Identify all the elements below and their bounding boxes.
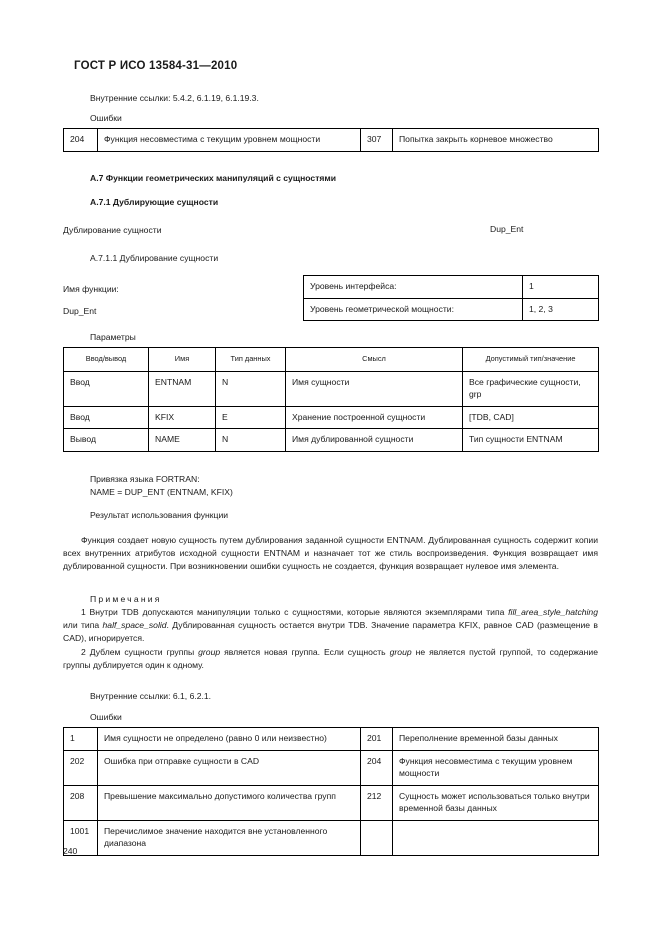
table-row: [64, 129, 599, 152]
note-2-text-b: является новая группа. Если сущность: [220, 647, 390, 657]
error-code-right: [361, 820, 393, 855]
parameters-table: [63, 347, 599, 452]
error-text-left: Функция несовместима с текущим уровнем мощности: [98, 129, 361, 152]
error-text-right: Переполнение временной базы данных: [393, 728, 599, 751]
param-meaning: Имя дублированной сущности: [286, 429, 463, 452]
errors-table-bottom: [63, 727, 599, 856]
errors-label-bottom: Ошибки: [90, 712, 122, 722]
param-type: N: [216, 429, 286, 452]
error-code-left: 1: [64, 728, 98, 751]
table-row: [64, 429, 599, 452]
note-2-text-a: 2 Дублем сущности группы: [81, 647, 199, 657]
note-2-italic-1: group: [198, 647, 221, 657]
function-description: Функция создает новую сущность путем дублирования заданной сущности ENTNAM. Дублированная сущность содержит копии всех внутренних атрибутов исходной сущности ENTNAM и назначает тот же стиль воспроизведения. Функция возвращает имя дублированной сущности. При возникновении ошибки сущность не создается, функция возвращает нулевое имя элемента.: [63, 535, 598, 572]
function-name-value: Dup_Ent: [63, 306, 97, 316]
param-meaning: Хранение построенной сущности: [286, 406, 463, 429]
error-code-left: 202: [64, 750, 98, 785]
param-io: Ввод: [64, 371, 149, 406]
table-row: [304, 276, 599, 299]
table-row: [64, 406, 599, 429]
error-code-left: 1001: [64, 820, 98, 855]
param-allowed: Тип сущности ENTNAM: [463, 429, 599, 452]
document-header: ГОСТ Р ИСО 13584-31—2010: [74, 60, 238, 72]
errors-label-top: Ошибки: [90, 113, 122, 123]
errors-table-top: [63, 128, 599, 152]
table-row: [64, 820, 599, 855]
function-short-name: Dup_Ent: [490, 224, 524, 234]
error-text-right: [393, 820, 599, 855]
note-1-italic-2: half_space_solid: [102, 620, 167, 631]
error-code-left: 208: [64, 785, 98, 820]
table-row: [64, 785, 599, 820]
function-name-label: Имя функции:: [63, 284, 119, 294]
heading-a71: А.7.1 Дублирующие сущности: [90, 197, 219, 207]
param-io: Вывод: [64, 429, 149, 452]
error-text-left: Перечислимое значение находится вне установленного диапазона: [98, 820, 361, 855]
error-text-right: Попытка закрыть корневое множество: [393, 129, 599, 152]
param-type: N: [216, 371, 286, 406]
param-meaning: Имя сущности: [286, 371, 463, 406]
param-header-allowed: Допустимый тип/значение: [463, 348, 599, 372]
internal-references-top: Внутренние ссылки: 5.4.2, 6.1.19, 6.1.19.3.: [90, 93, 259, 103]
table-row: [64, 728, 599, 751]
table-header-row: [64, 348, 599, 372]
note-1-text-b: или типа: [63, 620, 103, 631]
note-2-text-c: не является пустой группой, то содержание группы дублируется один к одному.: [63, 647, 598, 671]
param-name: NAME: [149, 429, 216, 452]
error-text-left: Ошибка при отправке сущности в CAD: [98, 750, 361, 785]
fortran-binding-label: Привязка языка FORTRAN:: [90, 474, 200, 484]
geometry-power-level-label: Уровень геометрической мощности:: [304, 298, 523, 321]
interface-level-value: 1: [523, 276, 599, 299]
table-row: [64, 750, 599, 785]
param-io: Ввод: [64, 406, 149, 429]
error-code-left: 204: [64, 129, 98, 152]
param-header-type: Тип данных: [216, 348, 286, 372]
function-title: Дублирование сущности: [63, 225, 162, 235]
heading-a7: А.7 Функции геометрических манипуляций с сущностями: [90, 173, 337, 183]
note-1-italic-1: fill_area_style_hatching: [508, 607, 598, 617]
param-allowed: Все графические сущности, grp: [463, 371, 599, 406]
page-number: 240: [63, 846, 78, 856]
heading-a711: А.7.1.1 Дублирование сущности: [90, 253, 219, 263]
param-allowed: [TDB, CAD]: [463, 406, 599, 429]
levels-table: [303, 275, 599, 321]
note-2-italic-2: group: [389, 647, 412, 657]
note-1-text-a: 1 Внутри TDB допускаются манипуляции только с сущностями, которые являются экземплярами типа: [81, 607, 509, 617]
param-name: KFIX: [149, 406, 216, 429]
error-code-right: 212: [361, 785, 393, 820]
fortran-binding-call: NAME = DUP_ENT (ENTNAM, KFIX): [90, 487, 233, 497]
error-text-left: Превышение максимально допустимого количества групп: [98, 785, 361, 820]
error-text-right: Сущность может использоваться только внутри временной базы данных: [393, 785, 599, 820]
error-code-right: 201: [361, 728, 393, 751]
note-1-text-c: . Дублированная сущность остается внутри TDB. Значение параметра KFIX, равное CAD (размещение в CAD), игнорируется.: [63, 620, 598, 644]
error-text-right: Функция несовместима с текущим уровнем мощности: [393, 750, 599, 785]
notes-title: Примечания: [90, 594, 162, 604]
error-code-right: 204: [361, 750, 393, 785]
param-header-name: Имя: [149, 348, 216, 372]
geometry-power-level-value: 1, 2, 3: [523, 298, 599, 321]
note-1: [63, 606, 598, 646]
table-row: [304, 298, 599, 321]
internal-references-bottom: Внутренние ссылки: 6.1, 6.2.1.: [90, 691, 212, 701]
error-text-left: Имя сущности не определено (равно 0 или неизвестно): [98, 728, 361, 751]
param-type: E: [216, 406, 286, 429]
note-2: [63, 646, 598, 672]
error-code-right: 307: [361, 129, 393, 152]
param-header-io: Ввод/вывод: [64, 348, 149, 372]
param-name: ENTNAM: [149, 371, 216, 406]
function-result-label: Результат использования функции: [90, 510, 229, 520]
param-header-meaning: Смысл: [286, 348, 463, 372]
parameters-caption: Параметры: [90, 332, 136, 342]
table-row: [64, 371, 599, 406]
interface-level-label: Уровень интерфейса:: [304, 276, 523, 299]
